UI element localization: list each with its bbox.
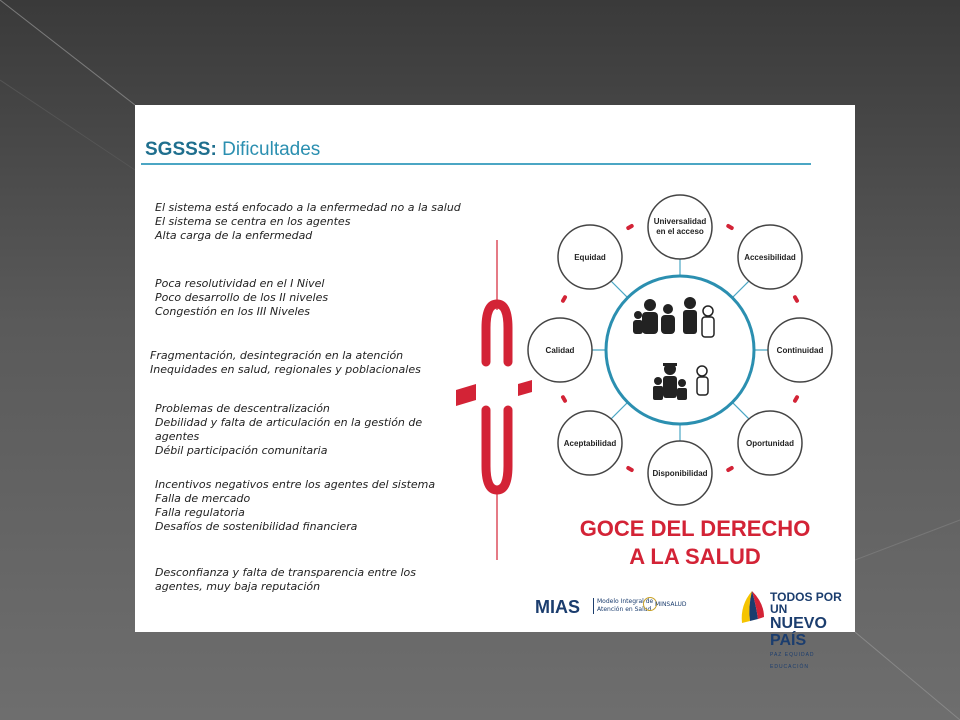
difficulty-line: El sistema está enfocado a la enfermedad no a la salud	[155, 201, 461, 214]
difficulty-line: Problemas de descentralización	[155, 402, 330, 415]
broken-chain-icon	[450, 240, 530, 560]
title-rule	[141, 163, 811, 165]
goce-line-2: A LA SALUD	[629, 544, 761, 569]
center-circle	[606, 276, 754, 424]
node-continuidad: Continuidad	[776, 346, 824, 355]
mias-sub-line: Atención en Salud	[597, 606, 652, 613]
difficulty-group-6	[155, 566, 416, 594]
node-accesibilidad: Accesibilidad	[744, 253, 796, 262]
footer-logos	[535, 581, 855, 670]
difficulty-line: Incentivos negativos entre los agentes del sistema	[155, 478, 436, 491]
difficulty-line: Falla regulatoria	[155, 506, 245, 519]
difficulty-group-5	[155, 478, 435, 534]
difficulty-line: Congestión en los III Niveles	[155, 305, 311, 318]
node-oportunidad: Oportunidad	[746, 439, 794, 448]
slide-title	[145, 139, 320, 161]
difficulty-line: Poco desarrollo de los II niveles	[155, 291, 329, 304]
node-calidad: Calidad	[545, 346, 575, 355]
difficulty-line: Débil participación comunitaria	[155, 444, 328, 457]
difficulty-line: agentes, muy baja reputación	[155, 580, 321, 593]
difficulty-line: Alta carga de la enfermedad	[155, 229, 313, 242]
node-equidad: Equidad	[574, 253, 606, 262]
title-bold: SGSSS:	[145, 139, 217, 160]
difficulty-line: Debilidad y falta de articulación en la gestión de	[155, 416, 423, 429]
title-rest: Dificultades	[216, 139, 321, 160]
colombia-flag-icon	[738, 587, 768, 627]
node-aceptabilidad: Aceptabilidad	[563, 439, 617, 448]
mias-sub-line: Modelo Integral de	[597, 598, 654, 605]
todos-tagline: PAZ EQUIDAD EDUCACIÓN	[770, 652, 815, 670]
difficulty-group-3	[150, 349, 421, 377]
difficulty-line: Falla de mercado	[155, 492, 251, 505]
todos-line-2: NUEVO PAÍS	[770, 615, 827, 649]
goce-del-derecho-heading	[540, 515, 850, 571]
node-universalidad: Universalidad	[653, 217, 707, 226]
rights-diagram	[530, 185, 830, 515]
difficulty-group-2	[155, 277, 328, 319]
difficulty-group-4	[155, 402, 422, 458]
todos-line-1: TODOS POR UN	[770, 590, 842, 616]
difficulty-line: El sistema se centra en los agentes	[155, 215, 351, 228]
minsalud-logo: MINSALUD	[655, 601, 687, 608]
todos-por-un-nuevo-pais-logo	[770, 591, 855, 673]
difficulty-line: Fragmentación, desintegración en la atención	[150, 349, 404, 362]
difficulty-line: Poca resolutividad en el I Nivel	[155, 277, 325, 290]
difficulty-line: Desconfianza y falta de transparencia entre los	[155, 566, 416, 579]
difficulty-line: Desafíos de sostenibilidad financiera	[155, 520, 358, 533]
difficulty-group-1	[155, 201, 461, 243]
mias-logo: MIAS	[535, 597, 580, 617]
slide	[135, 105, 855, 670]
node-universalidad-2: en el acceso	[656, 227, 704, 236]
difficulty-line: Inequidades en salud, regionales y poblacionales	[150, 363, 421, 376]
goce-line-1: GOCE DEL DERECHO	[579, 516, 811, 541]
difficulty-line: agentes	[155, 430, 200, 443]
node-disponibilidad: Disponibilidad	[652, 469, 708, 478]
